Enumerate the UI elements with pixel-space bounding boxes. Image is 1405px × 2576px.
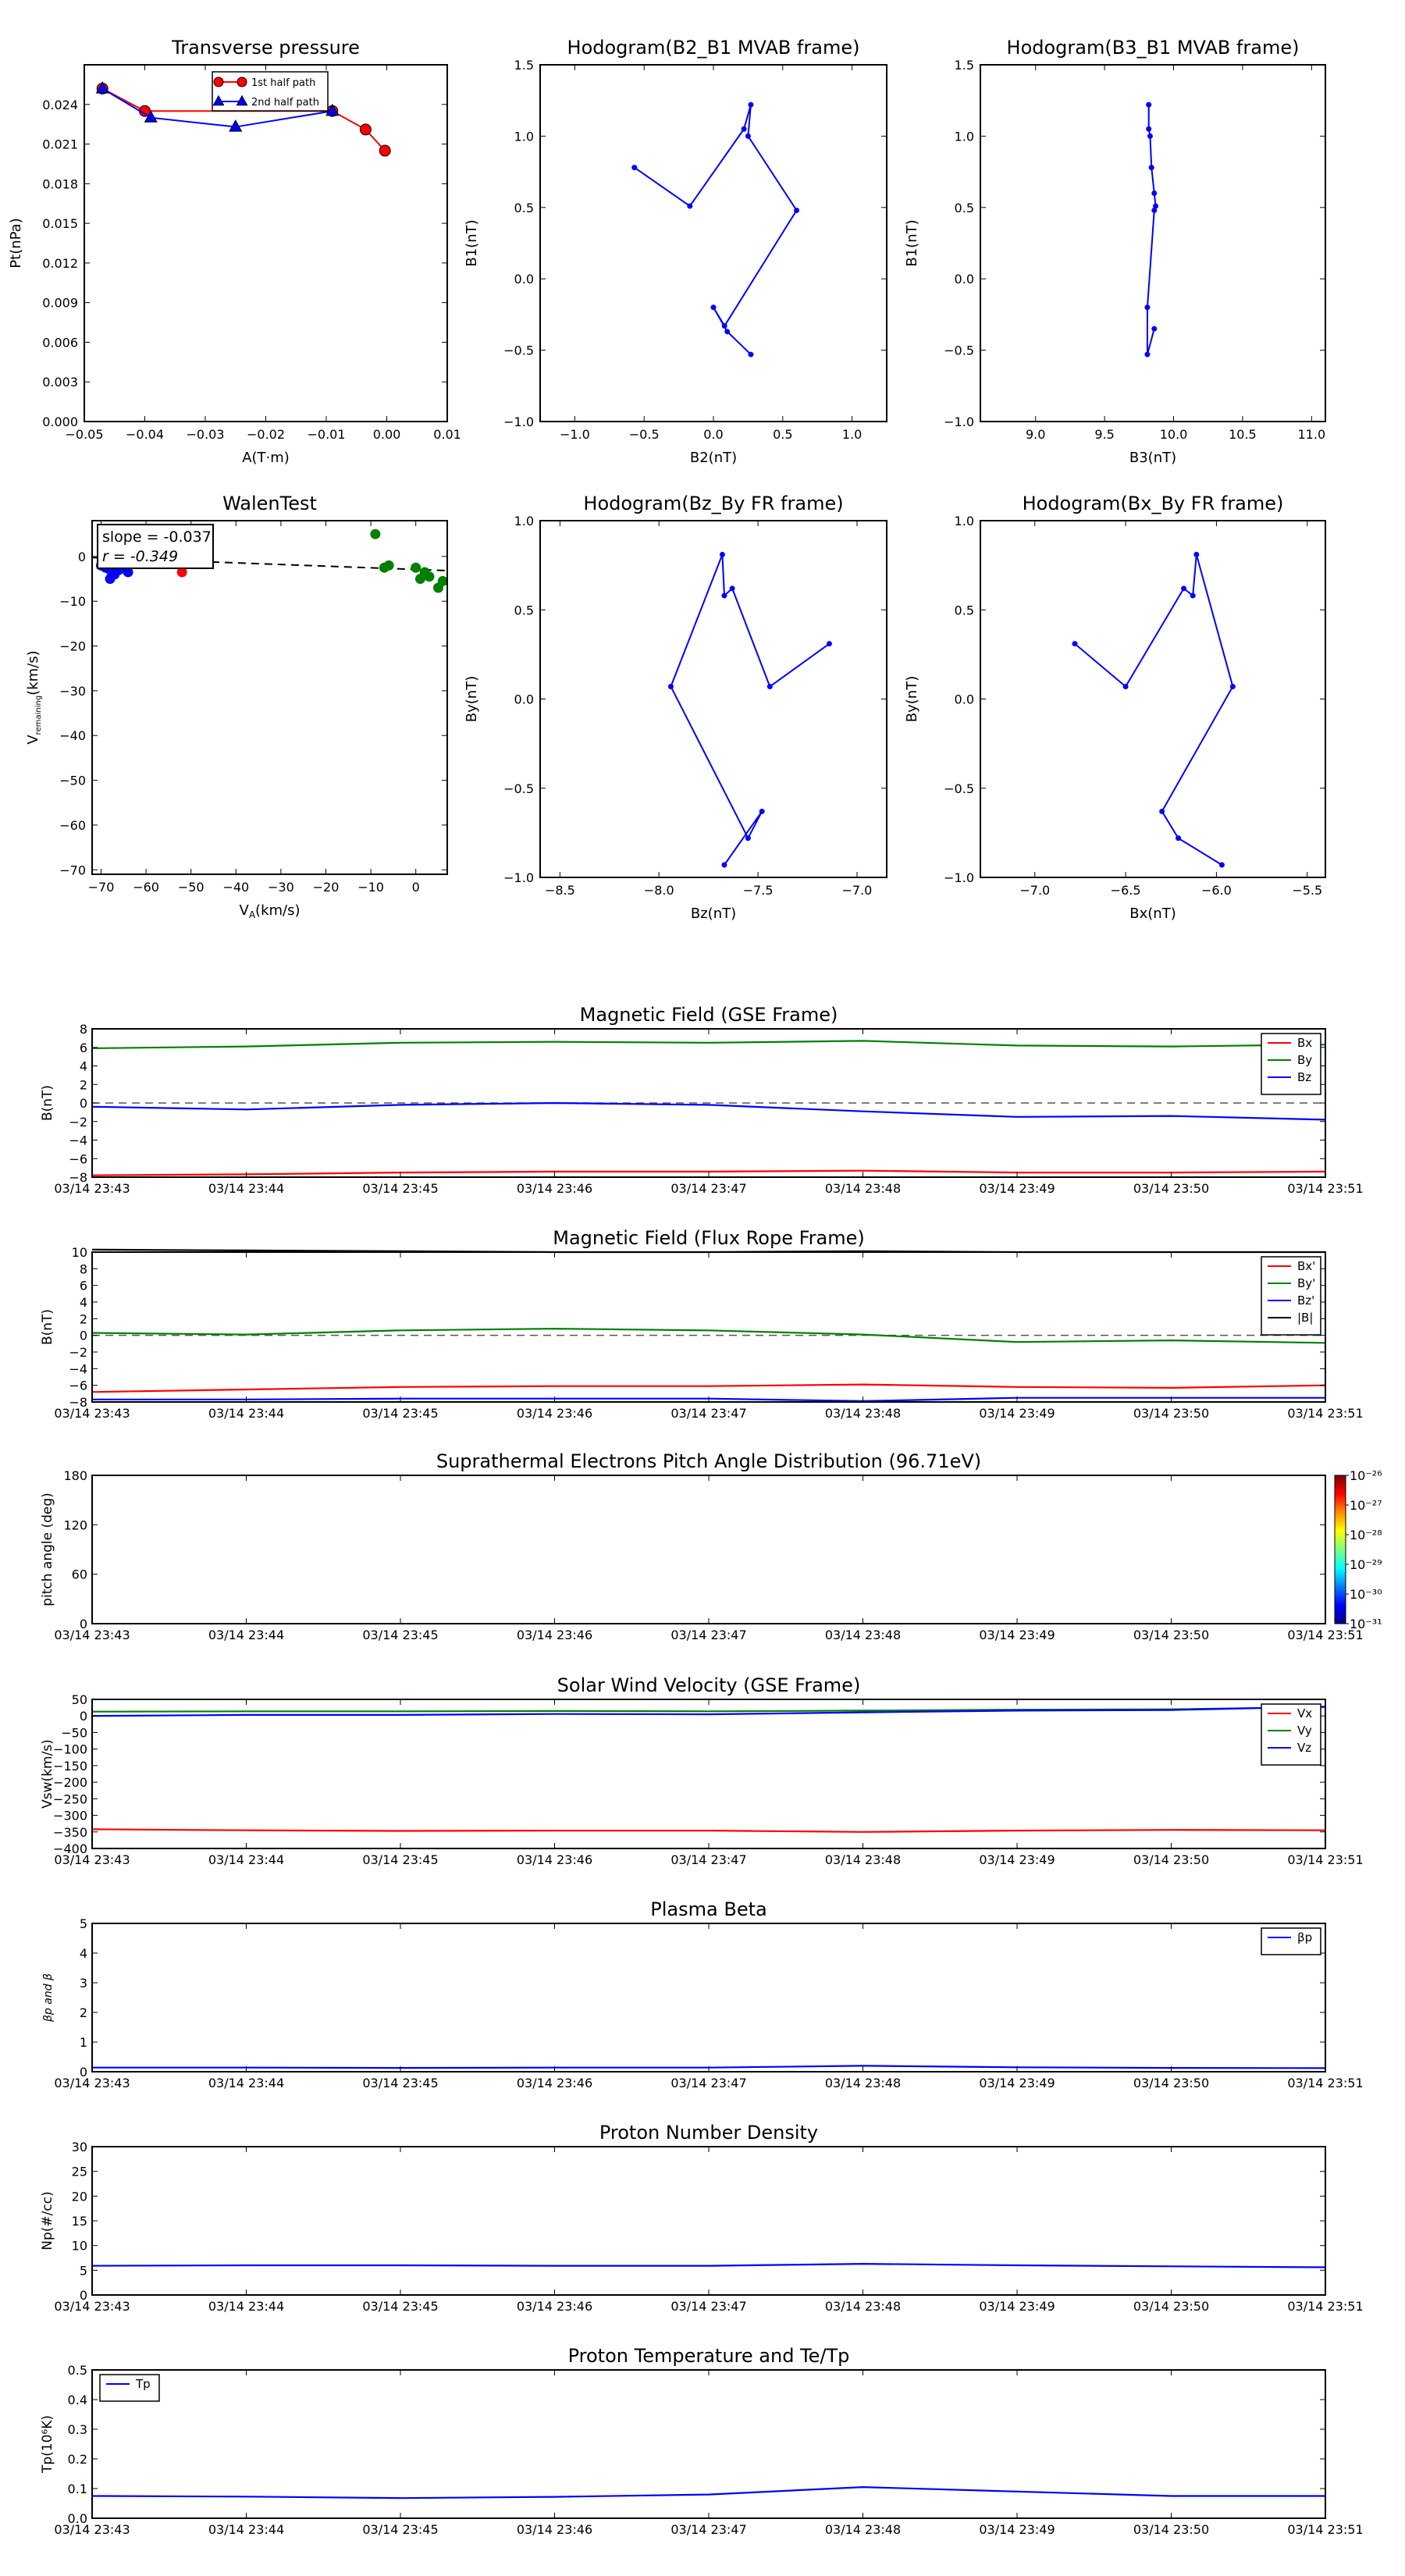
legend-label: 2nd half path xyxy=(251,97,319,109)
x-tick-label: 03/14 23:49 xyxy=(979,1181,1055,1196)
y-tick-label: −0.5 xyxy=(944,343,974,358)
x-tick-label: 03/14 23:43 xyxy=(54,2076,130,2090)
y-tick-label: 8 xyxy=(79,1022,87,1037)
y-tick-label: 0.0 xyxy=(954,692,974,707)
x-tick-label: 9.5 xyxy=(1094,427,1115,442)
y-tick-label: −40 xyxy=(59,728,86,744)
x-axis-label: B3(nT) xyxy=(1129,450,1177,466)
data-point xyxy=(745,835,751,841)
y-tick-label: 0.5 xyxy=(954,603,974,618)
data-point xyxy=(1149,165,1154,170)
x-tick-label: 03/14 23:51 xyxy=(1287,2076,1364,2090)
colorbar-label: 10⁻²⁷ xyxy=(1350,1498,1382,1513)
x-tick-label: 03/14 23:50 xyxy=(1133,2299,1210,2314)
legend-label: Bz xyxy=(1297,1070,1312,1084)
x-tick-label: −0.03 xyxy=(186,427,225,442)
x-tick-label: 9.0 xyxy=(1025,427,1046,442)
data-point xyxy=(1151,190,1157,196)
y-tick-label: 0.2 xyxy=(67,2452,87,2467)
colorbar xyxy=(1335,1475,1346,1624)
legend-label: Bx' xyxy=(1297,1259,1316,1273)
x-tick-label: 03/14 23:50 xyxy=(1133,2076,1210,2090)
y-tick-label: 4 xyxy=(79,1059,87,1074)
y-tick-label: 60 xyxy=(71,1567,87,1582)
y-axis-label: Tp(10⁶K) xyxy=(40,2414,55,2474)
x-tick-label: 03/14 23:51 xyxy=(1287,2299,1364,2314)
data-point xyxy=(748,352,753,358)
data-point xyxy=(379,145,390,156)
chart-title: Proton Number Density xyxy=(599,2122,819,2144)
x-tick-label: 03/14 23:47 xyxy=(670,1628,747,1642)
x-tick-label: 03/14 23:50 xyxy=(1133,1852,1210,1867)
y-axis-label: B1(nT) xyxy=(904,219,920,267)
data-point xyxy=(827,641,832,646)
y-tick-label: −20 xyxy=(59,639,86,654)
chart-title: Transverse pressure xyxy=(172,37,360,59)
data-point xyxy=(720,552,725,557)
x-tick-label: 03/14 23:48 xyxy=(824,1181,902,1196)
y-tick-label: 10 xyxy=(71,1245,87,1260)
data-point xyxy=(745,133,751,139)
legend-label: Bz' xyxy=(1297,1293,1315,1308)
y-tick-label: 0.5 xyxy=(954,200,974,215)
x-tick-label: 03/14 23:47 xyxy=(670,2076,747,2090)
x-tick-label: 03/14 23:51 xyxy=(1287,1628,1364,1642)
x-axis-label: Bz(nT) xyxy=(690,906,737,922)
data-point xyxy=(1147,133,1153,139)
y-tick-label: −50 xyxy=(59,773,86,788)
data-point xyxy=(631,165,637,170)
x-tick-label: 03/14 23:44 xyxy=(208,1181,285,1196)
x-tick-label: −6.5 xyxy=(1110,883,1141,898)
data-point xyxy=(360,124,371,135)
x-tick-label: 03/14 23:49 xyxy=(979,1852,1055,1867)
x-tick-label: 03/14 23:46 xyxy=(516,1181,593,1196)
x-tick-label: 03/14 23:50 xyxy=(1133,1406,1210,1421)
y-tick-label: 0.4 xyxy=(67,2393,87,2407)
x-tick-label: 03/14 23:46 xyxy=(516,1852,593,1867)
x-tick-label: 03/14 23:46 xyxy=(516,2299,593,2314)
x-tick-label: 11.0 xyxy=(1297,427,1326,442)
data-point xyxy=(1193,552,1199,557)
y-tick-label: −70 xyxy=(59,863,86,878)
data-point xyxy=(370,529,380,539)
y-tick-label: −300 xyxy=(53,1808,87,1823)
x-tick-label: 03/14 23:49 xyxy=(979,1406,1055,1421)
data-point xyxy=(730,585,735,591)
y-tick-label: 0 xyxy=(77,549,86,564)
x-tick-label: 03/14 23:46 xyxy=(516,2522,593,2537)
x-tick-label: −8.5 xyxy=(544,883,575,898)
legend-label: Vy xyxy=(1297,1724,1312,1738)
y-tick-label: 15 xyxy=(71,2214,87,2229)
x-tick-label: 03/14 23:49 xyxy=(979,1628,1055,1642)
y-axis-label: Np(#/cc) xyxy=(40,2191,55,2250)
x-tick-label: 03/14 23:50 xyxy=(1133,2522,1210,2537)
x-tick-label: −30 xyxy=(268,880,294,895)
x-tick-label: 10.5 xyxy=(1229,427,1257,442)
x-tick-label: 03/14 23:45 xyxy=(362,1181,439,1196)
x-tick-label: 03/14 23:51 xyxy=(1287,1852,1364,1867)
y-tick-label: −0.5 xyxy=(503,781,534,796)
y-tick-label: −8 xyxy=(69,1395,87,1410)
x-tick-label: 03/14 23:48 xyxy=(824,1406,902,1421)
data-point xyxy=(722,323,727,329)
y-tick-label: 4 xyxy=(79,1946,87,1961)
x-tick-label: 03/14 23:49 xyxy=(979,2522,1055,2537)
x-tick-label: −0.01 xyxy=(307,427,346,442)
data-point xyxy=(1144,352,1150,358)
colorbar-label: 10⁻²⁹ xyxy=(1350,1557,1382,1572)
chart-title: Plasma Beta xyxy=(650,1898,767,1920)
x-tick-label: 03/14 23:43 xyxy=(54,2522,130,2537)
x-tick-label: 1.0 xyxy=(841,427,863,442)
y-tick-label: −200 xyxy=(53,1775,87,1791)
y-tick-label: 1.0 xyxy=(514,514,534,528)
colorbar-label: 10⁻²⁸ xyxy=(1350,1528,1382,1542)
chart-title: Hodogram(Bz_By FR frame) xyxy=(583,493,844,514)
data-point xyxy=(742,126,747,132)
y-tick-label: −6 xyxy=(69,1151,87,1167)
x-tick-label: −0.05 xyxy=(65,427,104,442)
y-tick-label: 0 xyxy=(79,2065,87,2080)
x-axis-label xyxy=(240,902,301,920)
x-tick-label: 03/14 23:47 xyxy=(670,1181,747,1196)
y-tick-label: 0.5 xyxy=(514,603,534,618)
legend-label: Bx xyxy=(1297,1036,1313,1050)
y-tick-label: 0.006 xyxy=(42,335,78,350)
data-point xyxy=(1072,641,1077,646)
data-point xyxy=(711,304,717,310)
y-axis-label: Vsw(km/s) xyxy=(40,1739,55,1809)
colorbar-label: 10⁻³⁰ xyxy=(1350,1587,1382,1602)
x-tick-label: 03/14 23:51 xyxy=(1287,1406,1364,1421)
chart-title: Magnetic Field (GSE Frame) xyxy=(579,1004,838,1026)
y-tick-label: 0.015 xyxy=(42,216,78,232)
legend-marker xyxy=(214,77,223,87)
y-tick-label: −10 xyxy=(59,594,86,610)
legend-label: Vx xyxy=(1297,1706,1313,1720)
y-tick-label: 50 xyxy=(71,1692,87,1707)
x-tick-label: −60 xyxy=(133,880,159,895)
x-tick-label: −40 xyxy=(222,880,250,895)
x-tick-label: 03/14 23:46 xyxy=(516,2076,593,2090)
y-tick-label: 2 xyxy=(79,1311,87,1327)
y-tick-label: −6 xyxy=(69,1378,87,1393)
x-tick-label: 03/14 23:49 xyxy=(979,2299,1055,2314)
y-tick-label: 0.1 xyxy=(67,2482,87,2496)
x-tick-label: −0.5 xyxy=(628,427,660,442)
y-tick-label: 0.0 xyxy=(514,692,534,707)
data-point xyxy=(767,684,773,689)
y-tick-label: 0 xyxy=(79,1617,87,1631)
x-tick-label: −1.0 xyxy=(559,427,590,442)
y-tick-label: 5 xyxy=(79,1916,87,1931)
legend-marker xyxy=(237,77,247,87)
y-tick-label: 5 xyxy=(79,2263,87,2279)
y-tick-label: 0.3 xyxy=(67,2422,87,2437)
y-tick-label: 0.000 xyxy=(42,415,78,429)
x-tick-label: 03/14 23:48 xyxy=(824,2522,902,2537)
legend-label: By xyxy=(1297,1053,1313,1067)
x-tick-label: 0.01 xyxy=(433,427,461,442)
y-tick-label: 25 xyxy=(71,2164,87,2179)
y-tick-label: 4 xyxy=(79,1295,87,1310)
x-tick-label: 0 xyxy=(411,880,420,895)
y-axis-label: βp and β xyxy=(42,1973,55,2022)
x-tick-label: 03/14 23:51 xyxy=(1287,2522,1364,2537)
data-point xyxy=(1123,684,1129,689)
y-axis-label: B(nT) xyxy=(40,1308,55,1346)
data-point xyxy=(748,102,753,108)
x-tick-label: 03/14 23:44 xyxy=(208,1852,285,1867)
y-tick-label: −1.0 xyxy=(503,870,534,885)
x-tick-label: 03/14 23:47 xyxy=(670,2522,747,2537)
y-axis-label: Pt(nPa) xyxy=(8,218,24,269)
x-tick-label: 03/14 23:45 xyxy=(362,2299,439,2314)
y-tick-label: −100 xyxy=(53,1742,87,1757)
y-tick-label: 6 xyxy=(79,1040,87,1055)
legend-label: Tp xyxy=(136,2377,151,2391)
x-tick-label: 03/14 23:46 xyxy=(516,1406,593,1421)
data-point xyxy=(1176,835,1181,841)
x-tick-label: 03/14 23:45 xyxy=(362,1406,439,1421)
y-tick-label: 0.024 xyxy=(42,97,78,112)
data-point xyxy=(384,560,394,571)
x-tick-label: 03/14 23:43 xyxy=(54,1181,130,1196)
x-tick-label: −50 xyxy=(177,880,205,895)
x-axis-label: A(T·m) xyxy=(242,450,290,466)
data-point xyxy=(1181,585,1186,591)
x-tick-label: 0.0 xyxy=(703,427,724,442)
data-point xyxy=(724,329,730,334)
y-tick-label: 30 xyxy=(71,2140,87,2154)
y-tick-label: −2 xyxy=(69,1114,87,1130)
x-tick-label: 03/14 23:45 xyxy=(362,1852,439,1867)
data-point xyxy=(438,576,448,586)
y-tick-label: −8 xyxy=(69,1170,87,1185)
legend-label: 1st half path xyxy=(251,77,316,89)
chart-title: Hodogram(B3_B1 MVAB frame) xyxy=(1006,37,1300,59)
y-tick-label: −1.0 xyxy=(944,870,974,885)
x-tick-label: 03/14 23:47 xyxy=(670,1406,747,1421)
x-tick-label: 03/14 23:48 xyxy=(824,2299,902,2314)
data-point xyxy=(1159,809,1165,814)
y-tick-label: −150 xyxy=(53,1758,87,1774)
y-axis-label-unit: (km/s) xyxy=(25,650,41,696)
y-tick-label: 0.009 xyxy=(42,295,78,311)
x-tick-label: −0.04 xyxy=(125,427,165,442)
x-tick-label: 03/14 23:48 xyxy=(824,2076,902,2090)
x-tick-label: 03/14 23:43 xyxy=(54,1852,130,1867)
data-point xyxy=(1146,126,1151,132)
x-tick-label: −10 xyxy=(357,880,384,895)
legend-label: |B| xyxy=(1297,1311,1314,1325)
y-tick-label: 0 xyxy=(79,2288,87,2303)
y-tick-label: 0 xyxy=(79,1709,87,1724)
x-tick-label: 03/14 23:43 xyxy=(54,1406,130,1421)
y-tick-label: 0 xyxy=(79,1328,87,1343)
legend-label: By' xyxy=(1297,1276,1316,1290)
y-tick-label: 1 xyxy=(79,2035,87,2050)
y-tick-label: −30 xyxy=(59,683,86,699)
data-point xyxy=(668,684,674,689)
chart-title: Solar Wind Velocity (GSE Frame) xyxy=(557,1674,861,1696)
y-tick-label: 2 xyxy=(79,2005,87,2020)
chart-title: Suprathermal Electrons Pitch Angle Distribution (96.71eV) xyxy=(436,1450,982,1472)
y-tick-label: 20 xyxy=(71,2189,87,2204)
y-tick-label: 1.5 xyxy=(954,58,974,73)
y-tick-label: 0.021 xyxy=(42,137,78,152)
x-tick-label: 03/14 23:45 xyxy=(362,1628,439,1642)
x-tick-label: 03/14 23:44 xyxy=(208,2076,285,2090)
x-tick-label: −8.0 xyxy=(643,883,674,898)
y-tick-label: 120 xyxy=(63,1517,87,1533)
chart-title: Hodogram(B2_B1 MVAB frame) xyxy=(567,37,860,59)
y-axis-label-sub: remaining xyxy=(34,695,43,735)
y-tick-label: 1.0 xyxy=(514,129,534,144)
x-tick-label: −0.02 xyxy=(246,427,286,442)
y-axis-label-main: V xyxy=(25,735,41,745)
y-tick-label: 3 xyxy=(79,1976,87,1991)
y-tick-label: −60 xyxy=(59,817,86,833)
data-point xyxy=(1190,592,1196,598)
y-tick-label: 0.018 xyxy=(42,176,78,192)
x-tick-label: 03/14 23:46 xyxy=(516,1628,593,1642)
x-tick-label: 03/14 23:45 xyxy=(362,2522,439,2537)
y-tick-label: 0.0 xyxy=(67,2511,87,2526)
y-tick-label: 8 xyxy=(79,1261,87,1277)
data-point xyxy=(794,208,799,213)
y-axis-label: By(nT) xyxy=(464,675,480,723)
data-point xyxy=(1146,102,1151,108)
y-tick-label: −4 xyxy=(69,1361,87,1377)
y-tick-label: −250 xyxy=(53,1791,87,1807)
chart-title: Hodogram(Bx_By FR frame) xyxy=(1022,493,1284,514)
x-tick-label: 03/14 23:44 xyxy=(208,2522,285,2537)
y-tick-label: 10 xyxy=(71,2238,87,2254)
y-tick-label: 0.5 xyxy=(514,200,534,215)
x-tick-label: 03/14 23:48 xyxy=(824,1852,902,1867)
x-axis-label: B2(nT) xyxy=(689,450,738,466)
y-tick-label: −400 xyxy=(53,1841,87,1856)
annotation-slope: slope = -0.037 xyxy=(102,528,212,546)
y-tick-label: 1.5 xyxy=(514,58,534,73)
y-tick-label: −350 xyxy=(53,1824,87,1840)
legend-label: Vz xyxy=(1297,1741,1312,1755)
x-tick-label: 03/14 23:44 xyxy=(208,1628,285,1642)
x-axis-label-main: V xyxy=(239,902,249,919)
x-tick-label: 03/14 23:44 xyxy=(208,1406,285,1421)
data-point xyxy=(687,203,692,208)
data-point xyxy=(759,809,765,814)
x-tick-label: −5.5 xyxy=(1292,883,1323,898)
x-tick-label: 03/14 23:47 xyxy=(670,1852,747,1867)
colorbar-label: 10⁻²⁶ xyxy=(1350,1468,1382,1483)
x-tick-label: −20 xyxy=(312,880,340,895)
x-tick-label: 03/14 23:48 xyxy=(824,1628,902,1642)
x-tick-label: 0.5 xyxy=(773,427,793,442)
y-tick-label: 2 xyxy=(79,1077,87,1093)
x-tick-label: −6.0 xyxy=(1200,883,1232,898)
y-tick-label: 0.0 xyxy=(954,272,974,287)
data-point xyxy=(411,563,421,573)
x-tick-label: −7.0 xyxy=(1019,883,1051,898)
y-tick-label: 6 xyxy=(79,1278,87,1293)
x-axis-label-unit: (km/s) xyxy=(255,902,301,919)
x-tick-label: 03/14 23:45 xyxy=(362,2076,439,2090)
x-tick-label: 03/14 23:50 xyxy=(1133,1181,1210,1196)
data-point xyxy=(1151,326,1157,332)
y-axis-label: B1(nT) xyxy=(464,219,480,267)
y-axis-label: pitch angle (deg) xyxy=(40,1493,55,1606)
colorbar-label: 10⁻³¹ xyxy=(1350,1617,1382,1631)
y-tick-label: −0.5 xyxy=(503,343,534,358)
x-axis-label: Bx(nT) xyxy=(1129,906,1176,922)
x-tick-label: −70 xyxy=(87,880,115,895)
x-tick-label: −7.0 xyxy=(841,883,873,898)
x-tick-label: −7.5 xyxy=(742,883,774,898)
data-point xyxy=(1219,863,1225,868)
y-tick-label: 1.0 xyxy=(954,129,974,144)
y-tick-label: 0.0 xyxy=(514,272,534,287)
x-tick-label: 03/14 23:50 xyxy=(1133,1628,1210,1642)
chart-title: Magnetic Field (Flux Rope Frame) xyxy=(553,1227,865,1249)
y-tick-label: −2 xyxy=(69,1345,87,1360)
y-tick-label: −0.5 xyxy=(944,781,974,796)
y-tick-label: 0.012 xyxy=(42,255,78,271)
legend-label: βp xyxy=(1297,1930,1313,1944)
data-point xyxy=(424,571,434,582)
data-point xyxy=(721,592,727,598)
annotation-r: r = -0.349 xyxy=(102,548,179,565)
y-tick-label: 0.003 xyxy=(42,375,78,390)
data-point xyxy=(1144,304,1150,310)
y-tick-label: −50 xyxy=(61,1725,87,1741)
x-tick-label: 0.00 xyxy=(372,427,401,442)
y-tick-label: −4 xyxy=(69,1133,87,1148)
y-tick-label: 1.0 xyxy=(954,514,974,528)
chart-title: WalenTest xyxy=(222,493,317,514)
x-tick-label: 03/14 23:51 xyxy=(1287,1181,1364,1196)
y-tick-label: 0 xyxy=(79,1096,87,1111)
y-axis-label: By(nT) xyxy=(904,675,920,723)
y-tick-label: 180 xyxy=(63,1468,87,1483)
x-tick-label: 03/14 23:44 xyxy=(208,2299,285,2314)
x-tick-label: 03/14 23:49 xyxy=(979,2076,1055,2090)
data-point xyxy=(721,863,727,868)
data-point xyxy=(1151,208,1157,213)
x-tick-label: 03/14 23:43 xyxy=(54,2299,130,2314)
x-axis-label-sub: A xyxy=(248,909,256,920)
x-tick-label: 10.0 xyxy=(1159,427,1188,442)
y-tick-label: −1.0 xyxy=(944,415,974,429)
y-tick-label: −1.0 xyxy=(503,415,534,429)
y-tick-label: 0.5 xyxy=(67,2363,87,2378)
x-tick-label: 03/14 23:47 xyxy=(670,2299,747,2314)
y-axis-label: B(nT) xyxy=(40,1084,55,1122)
data-point xyxy=(1230,684,1236,689)
chart-title: Proton Temperature and Te/Tp xyxy=(567,2345,850,2367)
x-tick-label: 03/14 23:43 xyxy=(54,1628,130,1642)
